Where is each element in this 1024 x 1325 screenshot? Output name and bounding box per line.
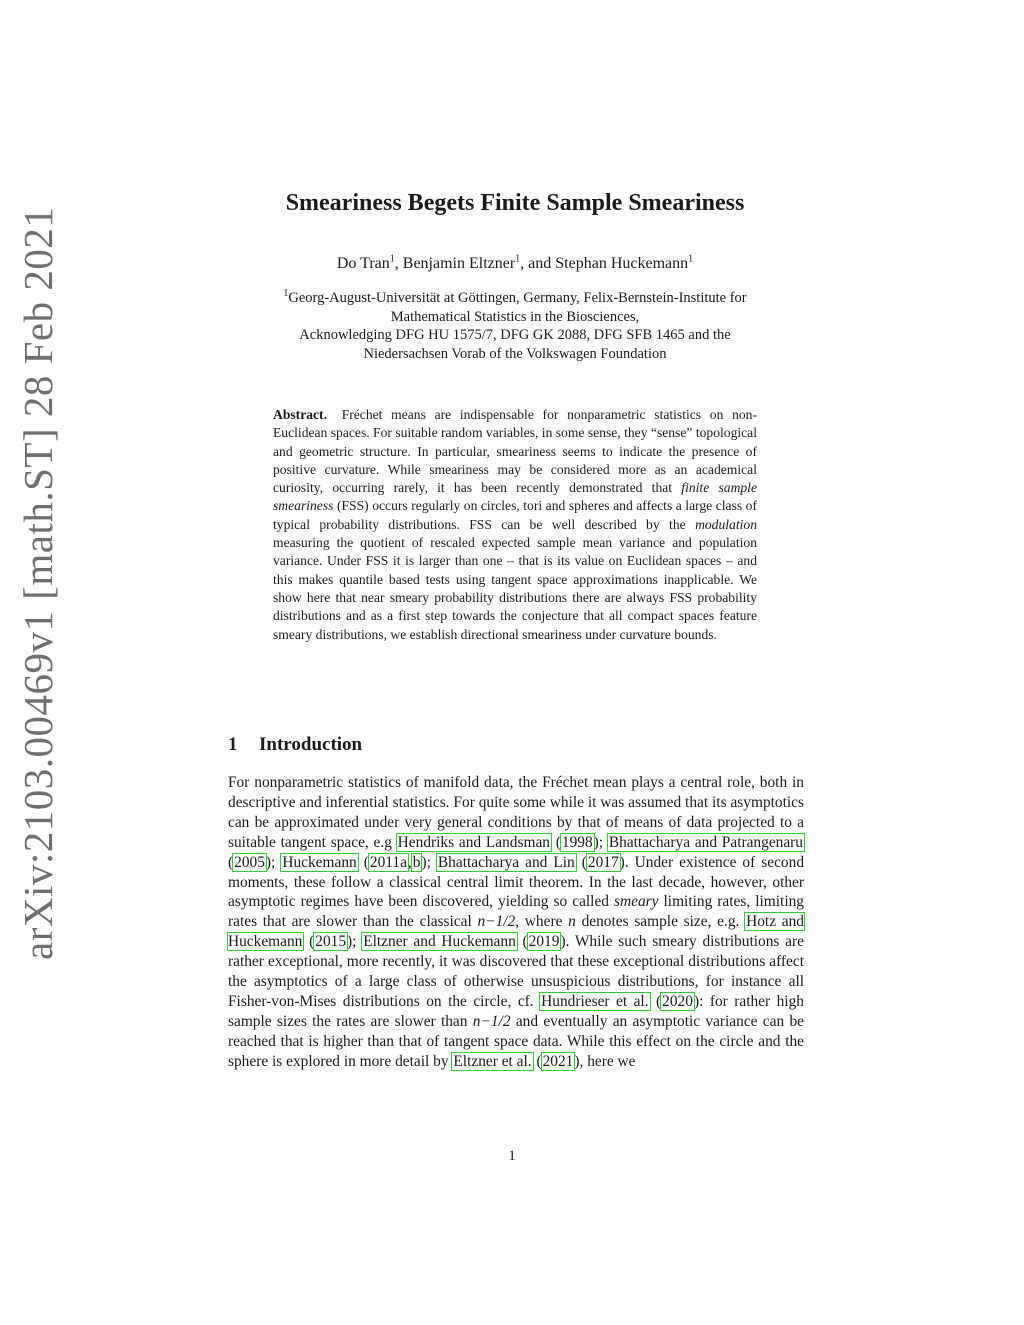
- affiliation-line: [180, 289, 850, 308]
- citation-link[interactable]: Eltzner and Huckemann: [363, 933, 516, 951]
- abstract: [273, 406, 757, 644]
- citation-link[interactable]: Bhattacharya and Lin: [437, 853, 575, 871]
- citation-year-link[interactable]: 2021: [542, 1052, 574, 1070]
- citation-link[interactable]: Huckemann: [282, 853, 357, 871]
- affiliation-block: [180, 289, 850, 363]
- introduction-paragraph: For nonparametric statistics of manifold data, the Fréchet mean plays a central role, both in descriptive and inferential statistics. For quite some while it was assumed that its asymptotics can be approximated under very general conditions by that of means of data projected to a suitable tangent space, e.g Hendriks and Landsman (1998); Bhattacharya and Patrangenaru (2005); Huckemann (2011a,b); Bhattacharya and Lin (2017). Under existence of second moments, these follow a classical central limit theorem. In the last decade, however, other asymptotic regimes have been discovered, yielding so called smeary limiting rates, limiting rates that are slower than the classical n−1/2, where n denotes sample size, e.g. Hotz and Huckemann (2015); Eltzner and Huckemann (2019). While such smeary distributions are rather exceptional, more recently, it was discovered that these exceptional distributions affect the asymptotics of a large class of otherwise unsuspicious distributions, for instance all Fisher-von-Mises distributions on the circle, cf. Hundrieser et al. (2020): for rather high sample sizes the rates are slower than n−1/2 and eventually an asymptotic variance can be reached that is higher than that of tangent space data. While this effect on the circle and the sphere is explored in more detail by Eltzner et al. (2021), here we: [228, 774, 805, 1070]
- citation-year-link[interactable]: 2019: [528, 933, 560, 951]
- body-text: denotes sample size, e.g.: [581, 913, 740, 931]
- citation-year-link[interactable]: 2020: [662, 992, 693, 1010]
- page-number: 1: [508, 1148, 516, 1164]
- arxiv-identifier-stamp[interactable]: arXiv:2103.00469v1 [math.ST] 28 Feb 2021: [15, 206, 61, 960]
- citation-year-link[interactable]: 2005: [234, 853, 265, 871]
- author-name: and Stephan Huckemann: [528, 255, 689, 272]
- body-text: For nonparametric statistics of manifold data, the Fréchet mean plays a central role, both in descriptive and inferential statistics. For quite some while it was assumed that its asymptotics can be approximated under very general conditions by that of means of data projected to a suitable tangent space, e.g: [228, 774, 804, 851]
- section-heading: [228, 731, 628, 759]
- math-inline: n−1/2: [477, 913, 516, 931]
- body-text: , here we: [579, 1052, 636, 1070]
- citation-link[interactable]: Hundrieser et al.: [541, 992, 649, 1010]
- body-text: . While such smeary distributions are rather exceptional, more recently, it was discovered that these exceptional distributions affect the asymptotics of a large class of otherwise unsuspicious distributions, for instance all Fisher-von-Mises distributions on the circle, cf.: [228, 933, 804, 1010]
- citation-link[interactable]: Eltzner et al.: [453, 1052, 532, 1070]
- abstract-emphasis: modulation: [695, 516, 757, 532]
- author-affil-marker: 1: [515, 253, 521, 265]
- citation-link[interactable]: Bhattacharya and Patrangenaru: [608, 833, 804, 851]
- paper-title: Smeariness Begets Finite Sample Smeariness: [285, 190, 745, 216]
- body-text: . Under existence of second moments, these follow a classical central limit theorem. In the last decade, however, other asymptotic regimes have been discovered, yielding so called: [228, 853, 805, 911]
- abstract-text: Fréchet means are indispensable for nonparametric statistics on non-Euclidean spaces. For suitable random variables, in some sense, they “sense” topological and geometric structure. In particular, smeariness seems to indicate the presence of positive curvature. While smeariness may be considered more as an academical curiosity, occurring rarely, it has been recently demonstrated that: [273, 407, 758, 496]
- abstract-emphasis: finite sample smeariness: [273, 480, 757, 514]
- affiliation-text: Georg-August-Universität at Göttingen, Germany, Felix-Bernstein-Institute for: [288, 290, 747, 306]
- abstract-label: Abstract.: [273, 407, 327, 422]
- author-affil-marker: 1: [389, 253, 395, 265]
- abstract-text: measuring the quotient of rescaled expected sample mean variance and population variance. Under FSS it is larger than one – that is its value on Euclidean spaces – and this makes quantile based tests using tangent space approximations inapplicable. We show here that near smeary probability distributions there are always FSS probability distributions and as a first step towards the conjecture that all compact spaces feature smeary distributions, we establish directional smeariness under curvature bounds.: [273, 535, 757, 642]
- abstract-text: (FSS) occurs regularly on circles, tori and spheres and affects a large class of typical probability distributions. FSS can be well described by the: [273, 498, 758, 532]
- affil-marker: 1: [283, 288, 289, 300]
- body-emphasis: smeary: [614, 893, 659, 911]
- citation-year-link[interactable]: 2011a: [369, 853, 407, 871]
- affiliation-line: Mathematical Statistics in the Biosciences,: [390, 308, 640, 325]
- author-name: Do Tran: [336, 255, 390, 272]
- section-title: Introduction: [259, 734, 363, 755]
- body-text: limiting rates, limiting rates that are slower than the classical: [228, 893, 804, 931]
- citation-year-link[interactable]: 2017: [587, 853, 619, 871]
- math-inline: n−1/2: [472, 1012, 511, 1030]
- body-text: and eventually an asymptotic variance can be reached that is higher than that of tangent space data. While this effect on the circle and the sphere is explored in more detail by: [228, 1012, 804, 1070]
- body-text: : for rather high sample sizes the rates are slower than: [228, 992, 804, 1030]
- citation-link[interactable]: Hendriks and Landsman: [397, 833, 550, 851]
- author-name: Benjamin Eltzner: [402, 255, 516, 272]
- author-list: Do Tran$^1$, Benjamin Eltzner$^1$, and Stephan Huckemann$^1$: [336, 253, 694, 272]
- citation-link[interactable]: Hotz and Huckemann: [228, 913, 804, 951]
- body-text: , where: [515, 913, 563, 931]
- acknowledgement-line: Acknowledging DFG HU 1575/7, DFG GK 2088, DFG SFB 1465 and the: [299, 327, 731, 343]
- citation-year-link[interactable]: 2015: [315, 933, 347, 951]
- acknowledgement-line: Niedersachsen Vorab of the Volkswagen Foundation: [363, 345, 667, 362]
- section-number: 1: [228, 734, 238, 755]
- citation-year-link[interactable]: 1998: [561, 833, 593, 851]
- math-inline: n: [568, 913, 576, 931]
- citation-year-link[interactable]: b: [412, 853, 421, 871]
- author-affil-marker: 1: [688, 253, 694, 265]
